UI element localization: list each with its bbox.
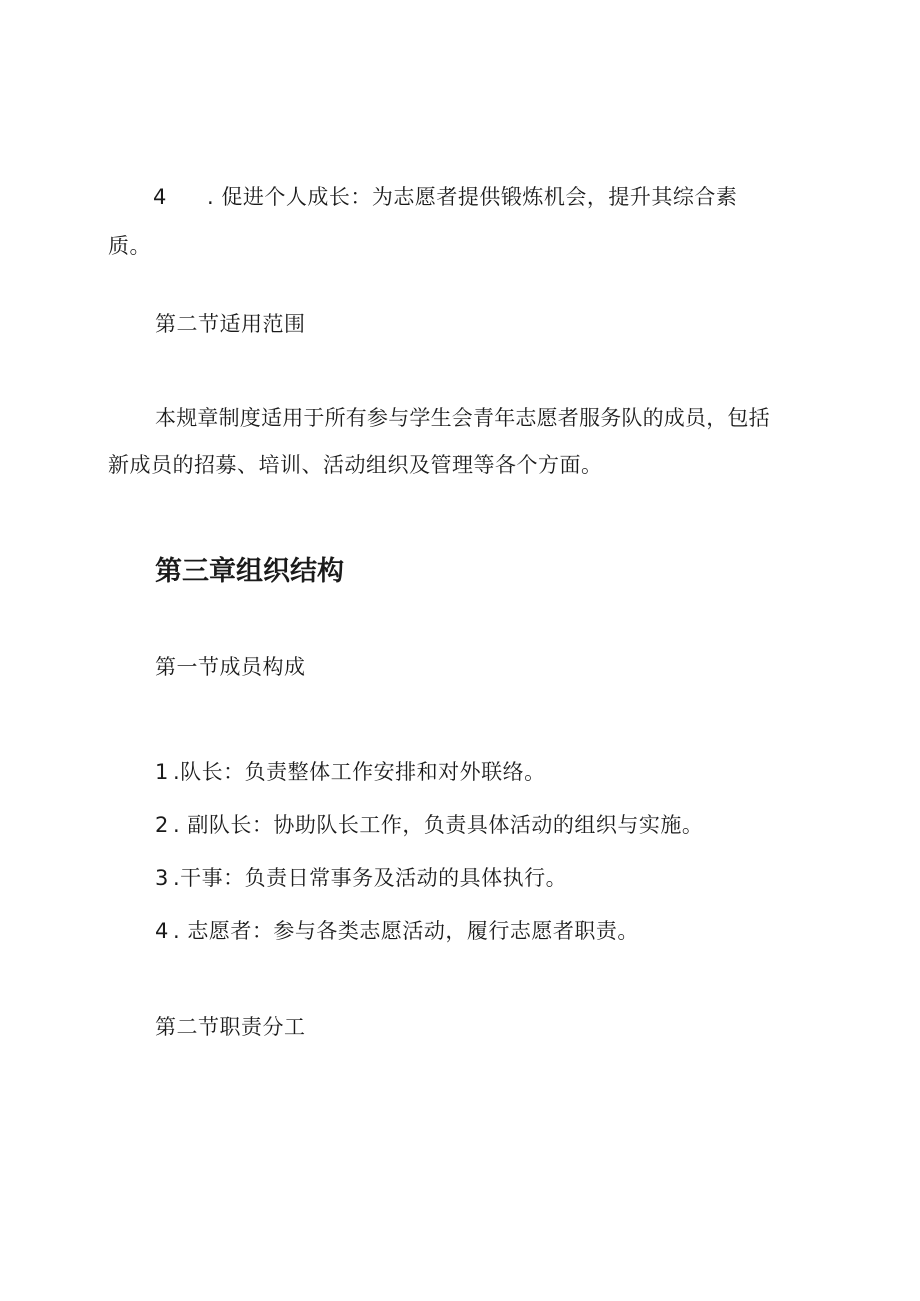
growth-paragraph-line-2: 质。 xyxy=(108,234,151,258)
list-item-number: 3 xyxy=(155,866,169,890)
scope-paragraph-line-1: 本规章制度适用于所有参与学生会青年志愿者服务队的成员，包括 xyxy=(155,406,770,430)
growth-item-text: . 促进个人成长：为志愿者提供锻炼机会，提升其综合素 xyxy=(207,185,738,209)
scope-paragraph-line-2: 新成员的招募、培训、活动组织及管理等各个方面。 xyxy=(108,453,603,477)
list-item-text: .队长：负责整体工作安排和对外联络。 xyxy=(173,760,546,784)
list-item-text: . 志愿者：参与各类志愿活动，履行志愿者职责。 xyxy=(173,919,639,943)
section-title-members: 第一节成员构成 xyxy=(155,655,306,679)
list-item xyxy=(155,811,703,839)
chapter-title-organization: 第三章组织结构 xyxy=(155,556,344,587)
list-item-number: 2 xyxy=(155,813,169,837)
list-item xyxy=(155,758,546,786)
list-item-text: . 副队长：协助队长工作，负责具体活动的组织与实施。 xyxy=(173,813,704,837)
growth-item-number: 4 xyxy=(153,185,167,209)
growth-paragraph-line-1 xyxy=(153,183,737,211)
list-item xyxy=(155,864,567,892)
list-item-number: 4 xyxy=(155,919,169,943)
list-item xyxy=(155,917,639,945)
section-title-scope: 第二节适用范围 xyxy=(155,312,306,336)
list-item-number: 1 xyxy=(155,760,169,784)
list-item-text: .干事：负责日常事务及活动的具体执行。 xyxy=(173,866,568,890)
section-title-duties: 第二节职责分工 xyxy=(155,1015,306,1039)
